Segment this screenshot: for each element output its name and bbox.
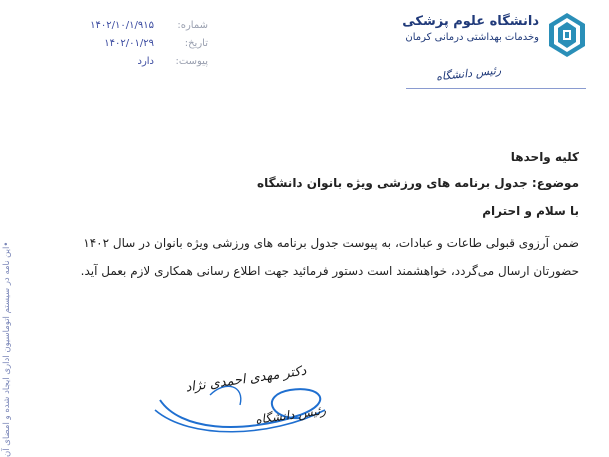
meta-number-label: شماره: xyxy=(177,19,208,31)
signature-title: رئیس دانشگاه xyxy=(254,403,327,427)
letter-paragraph-line-1: ضمن آرزوی قبولی طاعات و عبادات، به پیوست جدول برنامه های ورزشی ویژه بانوان در سال ۱۴۰۲ xyxy=(83,236,579,250)
university-logo xyxy=(547,12,587,58)
letter-meta xyxy=(78,16,208,70)
university-name xyxy=(379,14,539,43)
automation-side-note: •این نامه در سیستم اتوماسیون اداری ایجاد شده و امضای آن xyxy=(2,242,12,457)
signature-name: دکتر مهدی احمدی نژاد xyxy=(184,363,308,396)
meta-number-value: ۱۴۰۲/۱۰/۱/۹۱۵ xyxy=(90,19,154,31)
university-name-subtitle: وخدمات بهداشتی درمانی کرمان xyxy=(405,32,539,43)
header-signature xyxy=(435,62,502,84)
letter-paragraph-line-2: حضورتان ارسال می‌گردد، خواهشمند است دستور فرمائید جهت اطلاع رسانی همکاری لازم بعمل آید. xyxy=(80,264,579,278)
meta-attachment-label: پیوست: xyxy=(175,55,208,67)
meta-date-value: ۱۴۰۲/۰۱/۲۹ xyxy=(104,37,154,49)
letter-subject: موضوع: جدول برنامه های ورزشی ویژه بانوان دانشگاه xyxy=(257,176,579,190)
header-signature-text: رئیس دانشگاه xyxy=(435,63,502,84)
letter-greeting: با سلام و احترام xyxy=(482,204,579,218)
meta-date-label: تاریخ: xyxy=(184,37,208,49)
meta-attachment-value: دارد xyxy=(137,55,154,67)
header-divider xyxy=(406,88,586,89)
letter-paragraph xyxy=(39,229,579,285)
meta-number xyxy=(78,16,208,34)
university-name-main: دانشگاه علوم پزشکی xyxy=(402,14,539,29)
meta-attachment xyxy=(78,52,208,70)
university-logo-icon xyxy=(547,12,587,58)
letter-addressee: کلیه واحدها xyxy=(510,150,579,164)
meta-date xyxy=(78,34,208,52)
